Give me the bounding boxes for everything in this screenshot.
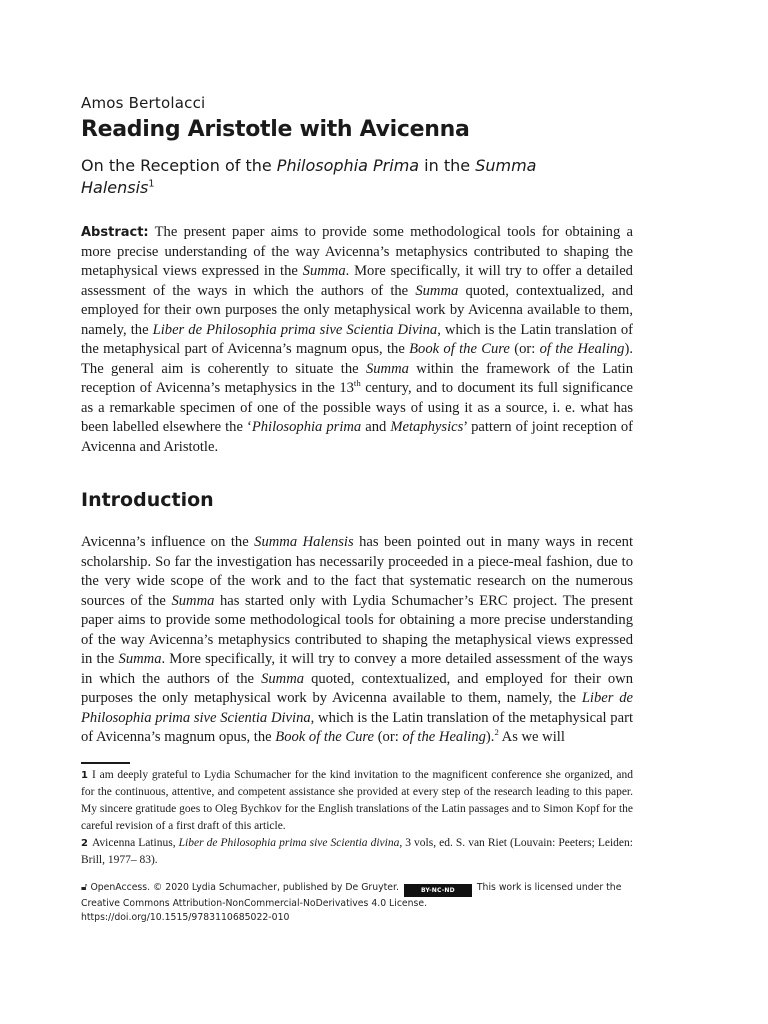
footnote-2: 2 Avicenna Latinus, Liber de Philosophia prima sive Scientia divina, 3 vols, ed. S. van Riet (Louvain: Peeters; Leiden: Brill, 1977– 83). xyxy=(81,836,633,866)
cc-license-badge[interactable]: BY-NC-ND xyxy=(404,884,472,897)
introduction-paragraph: Avicenna’s influence on the Summa Halensis has been pointed out in many ways in recent scholarship. So far the investigation has necessarily proceeded in a piece-meal fashion, due to the very wide scope of the work and to the fact that systematic research on the numerous sources of the Summa has started only with Lydia Schumacher’s ERC project. The present paper aims to provide some methodological tools for obtaining a more precise understanding of the way Avicenna’s metaphysics contributed to shaping the metaphysical views expressed in the Summa. More specifically, it will try to convey a more detailed assessment of the ways in which the authors of the Summa quoted, contextualized, and employed for their own purposes the only metaphysical work by Avicenna available to them, namely, the Liber de Philosophia prima sive Scientia Divina, which is the Latin translation of the metaphysical part of Avicenna’s magnum opus, the Book of the Cure (or: of the Healing).$^2$ As we will xyxy=(81,534,634,745)
abstract-label: Abstract: xyxy=(81,225,149,240)
footnote-1: 1 I am deeply grateful to Lydia Schumacher for the kind invitation to the magnificent conference she organized, and for the continuous, attentive, and competent assistance she provided at every step of the research leading to this paper. My sincere gratitude goes to Oleg Bychkov for the English translations of the Latin passages and to Simon Kopf for the careful revision of a first draft of this article. xyxy=(81,768,633,832)
article-title: Reading Aristotle with Avicenna xyxy=(81,117,470,142)
author-name: Amos Bertolacci xyxy=(81,94,206,112)
footnote-ref[interactable]: 2 xyxy=(494,727,499,738)
abstract: Abstract: The present paper aims to provide some methodological tools for obtaining a more precise understanding of the way Avicenna’s metaphysics contributed to shaping the metaphysical views expressed in the Summa. More specifically, it will try to offer a detailed assessment of the ways in which the authors of the Summa quoted, contextualized, and employed for their own purposes the only metaphysical work by Avicenna available to them, namely, the Liber de Philosophia prima sive Scientia Divina, which is the Latin translation of the metaphysical part of Avicenna’s magnum opus, the Book of the Cure (or: of the Healing). The general aim is coherently to situate the Summa within the framework of the Latin reception of Avicenna’s metaphysics in the 13th century, and to document its full significance as a remarkable specimen of one of the possible ways of using it as a source, i. e. what has been labelled elsewhere the ‘Philosophia prima and Metaphysics’ pattern of joint reception of Avicenna and Aristotle. xyxy=(81,224,634,455)
footnote-ref[interactable]: 1 xyxy=(148,178,155,190)
section-heading-introduction: Introduction xyxy=(81,489,214,511)
footnote-number: 2 xyxy=(81,837,88,849)
open-access-icon: 🔓︎ xyxy=(81,881,88,893)
footnote-number: 1 xyxy=(81,769,88,781)
page xyxy=(81,93,633,925)
doi-link[interactable]: https://doi.org/10.1515/9783110685022-010 xyxy=(81,911,290,923)
article-subtitle: On the Reception of the Philosophia Prima in the Summa Halensis$^1$ xyxy=(81,156,537,197)
footnote-divider xyxy=(81,762,130,764)
license-notice: 🔓︎ OpenAccess. © 2020 Lydia Schumacher, published by De Gruyter. BY-NC-ND This work is licensed under the Creative Commons Attribution-NonCommercial-NoDerivatives 4.0 License. https://doi.org/10.1515/9783110685022-010 xyxy=(81,881,622,923)
